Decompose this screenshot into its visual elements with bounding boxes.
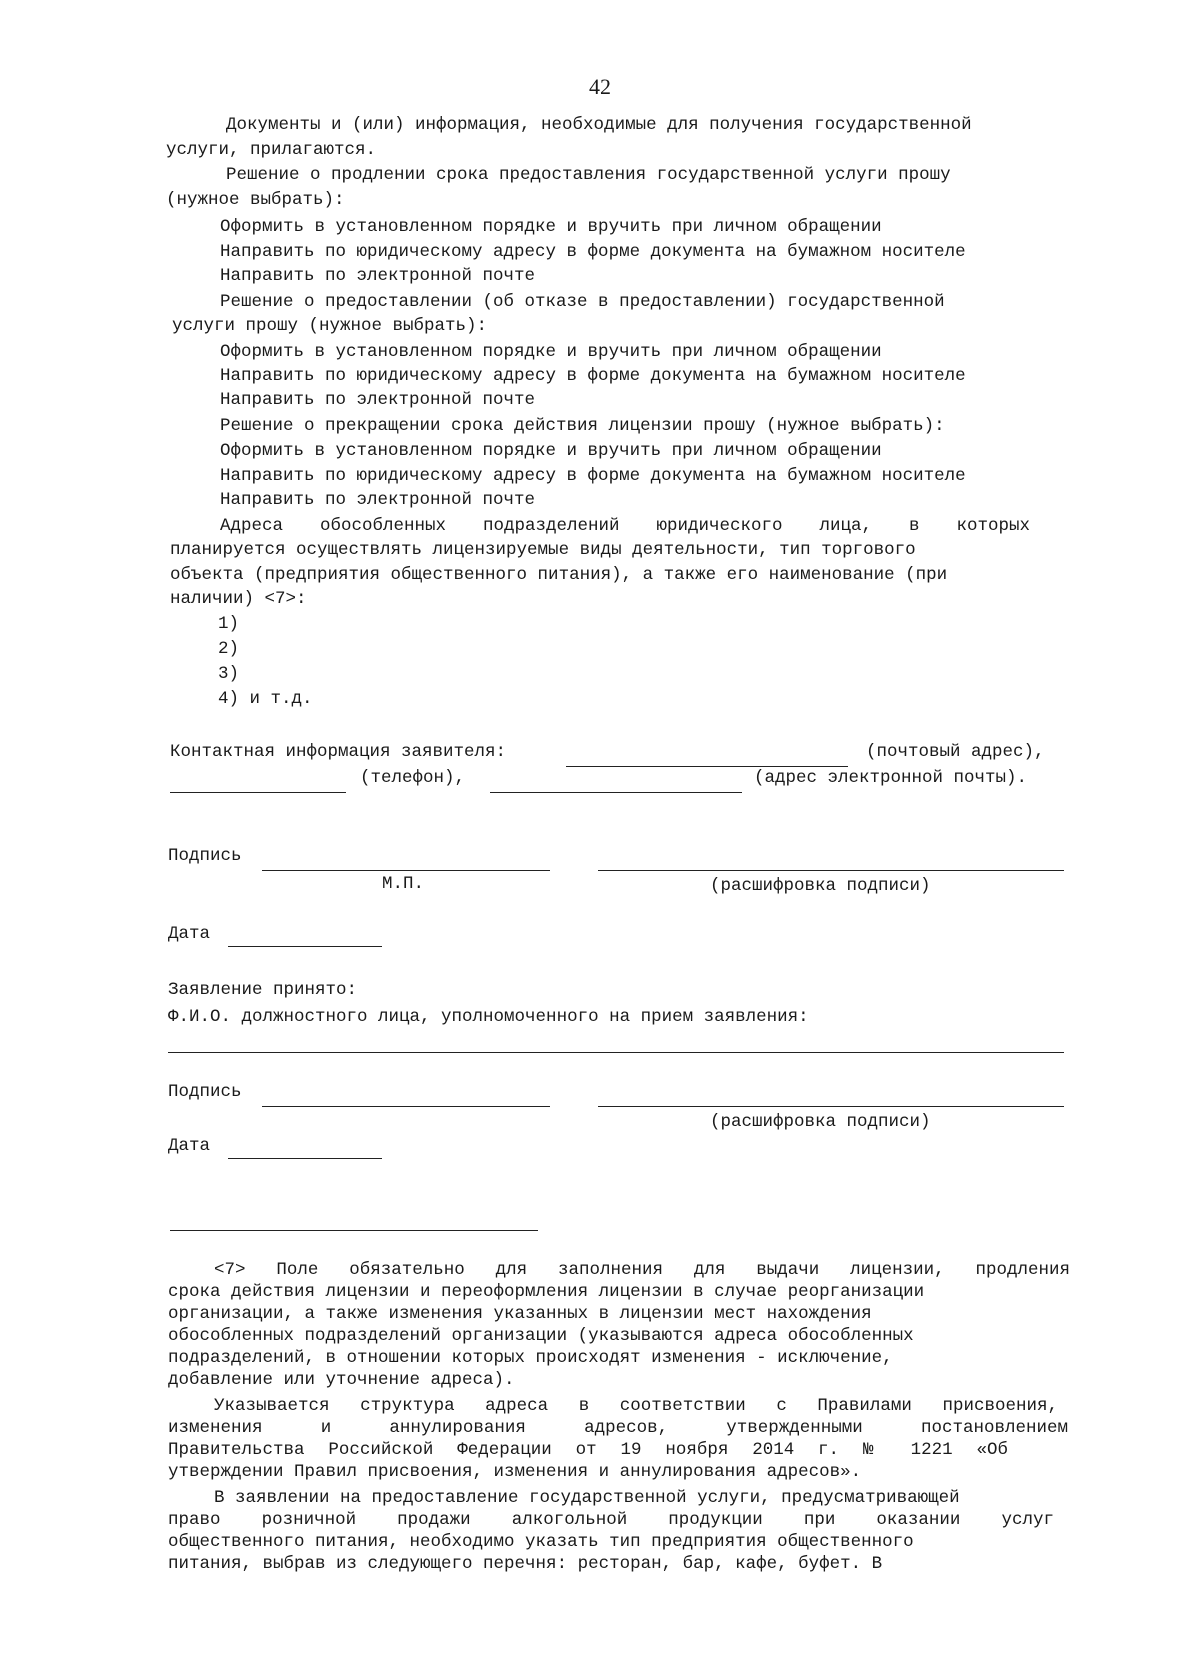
footnote-p3-line-2: право розничной продажи алкогольной продукции при оказании услуг bbox=[168, 1510, 1054, 1530]
date-1-field[interactable] bbox=[228, 946, 382, 947]
signature-2-decode-caption: (расшифровка подписи) bbox=[710, 1112, 931, 1132]
option-postal-2: Направить по юридическому адресу в форме документа на бумажном носителе bbox=[220, 366, 966, 386]
option-email-1: Направить по электронной почте bbox=[220, 266, 536, 286]
list-item-1: 1) bbox=[218, 614, 240, 634]
option-in-person-3: Оформить в установленном порядке и вручить при личном обращении bbox=[220, 441, 882, 461]
addresses-line-2: планируется осуществлять лицензируемые виды деятельности, тип торгового bbox=[170, 540, 916, 560]
list-item-3: 3) bbox=[218, 664, 240, 684]
footnote-p2-line-1: Указывается структура адреса в соответствии с Правилами присвоения, bbox=[214, 1396, 1058, 1416]
footnote-p3-line-3: общественного питания, необходимо указать тип предприятия общественного bbox=[168, 1532, 914, 1552]
list-item-4: 4) и т.д. bbox=[218, 689, 313, 709]
postal-address-caption: (почтовый адрес), bbox=[866, 742, 1045, 762]
date-2-label: Дата bbox=[168, 1136, 211, 1156]
addresses-line-1: Адреса обособленных подразделений юридического лица, в которых bbox=[220, 516, 1030, 536]
signature-1-label: Подпись bbox=[168, 846, 242, 866]
signature-2-label: Подпись bbox=[168, 1082, 242, 1102]
postal-address-field[interactable] bbox=[566, 766, 848, 767]
addresses-line-3: объекта (предприятия общественного питания), а также его наименование (при bbox=[170, 565, 948, 585]
decision-2-line-1: Решение о предоставлении (об отказе в предоставлении) государственной bbox=[220, 292, 945, 312]
option-email-2: Направить по электронной почте bbox=[220, 390, 536, 410]
accepted-official: Ф.И.О. должностного лица, уполномоченного на прием заявления: bbox=[168, 1007, 809, 1027]
decision-2-line-2: услуги прошу (нужное выбрать): bbox=[172, 316, 488, 336]
intro-line-3: Решение о продлении срока предоставления государственной услуги прошу bbox=[226, 165, 951, 185]
footnote-p3-line-1: В заявлении на предоставление государственной услуги, предусматривающей bbox=[214, 1488, 960, 1508]
email-field[interactable] bbox=[490, 792, 742, 793]
signature-1-field[interactable] bbox=[262, 870, 550, 871]
accepted-title: Заявление принято: bbox=[168, 980, 358, 1000]
phone-field[interactable] bbox=[170, 792, 346, 793]
footnote-p1-line-4: обособленных подразделений организации (указываются адреса обособленных bbox=[168, 1326, 914, 1346]
page-number: 42 bbox=[589, 74, 611, 99]
list-item-2: 2) bbox=[218, 639, 240, 659]
footnote-p2-line-4: утверждении Правил присвоения, изменения и аннулирования адресов». bbox=[168, 1462, 862, 1482]
option-in-person-2: Оформить в установленном порядке и вручить при личном обращении bbox=[220, 342, 882, 362]
intro-line-1: Документы и (или) информация, необходимые для получения государственной bbox=[226, 115, 972, 135]
footnote-p2-line-2: изменения и аннулирования адресов, утвержденными постановлением bbox=[168, 1418, 1068, 1438]
phone-caption: (телефон), bbox=[360, 768, 466, 788]
addresses-line-4: наличии) <7>: bbox=[170, 589, 307, 609]
date-2-field[interactable] bbox=[228, 1158, 382, 1159]
footnote-p1-line-1: <7> Поле обязательно для заполнения для выдачи лицензии, продления bbox=[214, 1260, 1070, 1280]
footnote-p1-line-5: подразделений, в отношении которых происходят изменения - исключение, bbox=[168, 1348, 893, 1368]
signature-2-decode-field[interactable] bbox=[598, 1106, 1064, 1107]
official-name-field[interactable] bbox=[168, 1052, 1064, 1053]
footnote-p3-line-4: питания, выбрав из следующего перечня: ресторан, бар, кафе, буфет. В bbox=[168, 1554, 883, 1574]
date-1-label: Дата bbox=[168, 924, 211, 944]
stamp-label: М.П. bbox=[382, 874, 425, 894]
footnote-p1-line-2: срока действия лицензии и переоформления лицензии в случае реорганизации bbox=[168, 1282, 925, 1302]
footnote-separator bbox=[170, 1230, 538, 1231]
email-caption: (адрес электронной почты). bbox=[754, 768, 1028, 788]
signature-1-decode-caption: (расшифровка подписи) bbox=[710, 876, 931, 896]
footnote-p1-line-3: организации, а также изменения указанных в лицензии мест нахождения bbox=[168, 1304, 872, 1324]
option-in-person-1: Оформить в установленном порядке и вручить при личном обращении bbox=[220, 217, 882, 237]
option-email-3: Направить по электронной почте bbox=[220, 490, 536, 510]
footnote-p2-line-3: Правительства Российской Федерации от 19 ноября 2014 г. № 1221 «Об bbox=[168, 1440, 1008, 1460]
option-postal-1: Направить по юридическому адресу в форме документа на бумажном носителе bbox=[220, 242, 966, 262]
signature-2-field[interactable] bbox=[262, 1106, 550, 1107]
decision-3: Решение о прекращении срока действия лицензии прошу (нужное выбрать): bbox=[220, 416, 945, 436]
intro-line-4: (нужное выбрать): bbox=[166, 190, 345, 210]
footnote-p1-line-6: добавление или уточнение адреса). bbox=[168, 1370, 515, 1390]
intro-line-2: услуги, прилагаются. bbox=[166, 140, 377, 160]
signature-1-decode-field[interactable] bbox=[598, 870, 1064, 871]
option-postal-3: Направить по юридическому адресу в форме документа на бумажном носителе bbox=[220, 466, 966, 486]
contact-label: Контактная информация заявителя: bbox=[170, 742, 507, 762]
